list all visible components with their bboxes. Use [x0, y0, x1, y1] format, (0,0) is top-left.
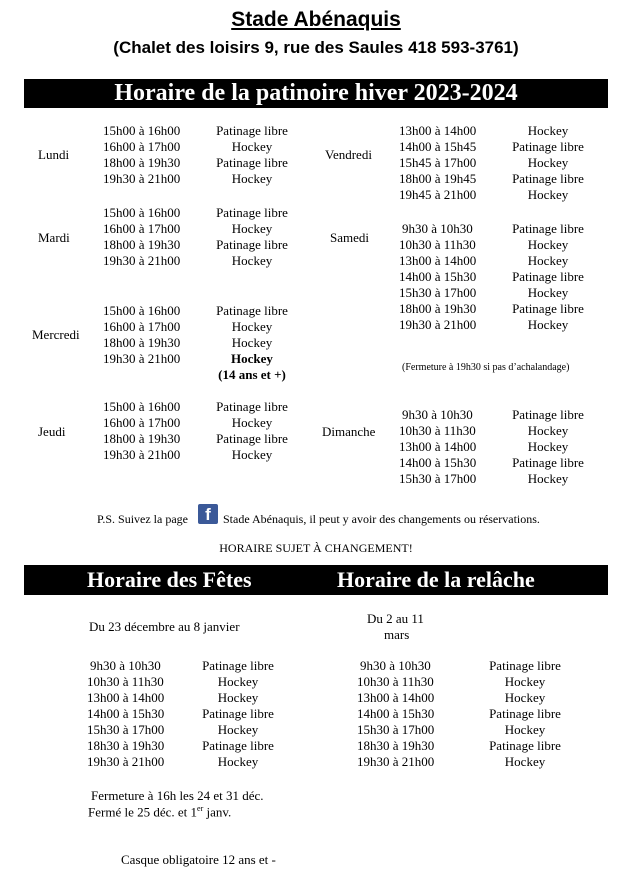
slot-activity: Hockey [504, 722, 546, 737]
slot-activity: Patinage libre [216, 399, 288, 414]
slot-time: 16h00 à 17h00 [103, 319, 181, 334]
ps-text-before: P.S. Suivez la page [97, 512, 188, 526]
slot-time: 13h00 à 14h00 [87, 690, 165, 705]
fetes-closing-note-1: Fermeture à 16h les 24 et 31 déc. [91, 788, 264, 803]
slot-activity: Hockey [231, 415, 273, 430]
slot-time: 18h00 à 19h30 [103, 237, 181, 252]
day-label: Jeudi [38, 424, 66, 439]
day-label: Dimanche [322, 424, 376, 439]
winter-heading: Horaire de la patinoire hiver 2023-2024 [114, 80, 518, 106]
slot-activity: Hockey [217, 754, 259, 769]
slot-activity: Patinage libre [216, 123, 288, 138]
relache-heading: Horaire de la relâche [337, 567, 535, 592]
slot-time: 9h30 à 10h30 [402, 221, 473, 236]
slot-time: 15h00 à 16h00 [103, 399, 181, 414]
slot-time: 9h30 à 10h30 [360, 658, 431, 673]
slot-time: 14h00 à 15h45 [399, 139, 477, 154]
fetes-heading: Horaire des Fêtes [87, 567, 252, 592]
saturday-closing-note: (Fermeture à 19h30 si pas d’achalandage) [402, 362, 570, 373]
slot-time: 18h30 à 19h30 [357, 738, 435, 753]
slot-time: 19h30 à 21h00 [399, 317, 477, 332]
slot-activity: Patinage libre [512, 407, 584, 422]
slot-time: 18h00 à 19h30 [103, 431, 181, 446]
slot-activity: Patinage libre [216, 303, 288, 318]
slot-activity: Hockey [217, 722, 259, 737]
slot-activity: Hockey [527, 471, 569, 486]
slot-time: 10h30 à 11h30 [399, 237, 476, 252]
slot-activity: Hockey [231, 351, 273, 366]
day-label: Mardi [38, 230, 70, 245]
day-label: Mercredi [32, 327, 80, 342]
slot-time: 19h30 à 21h00 [103, 351, 181, 366]
slot-time: 14h00 à 15h30 [399, 455, 477, 470]
slot-time: 14h00 à 15h30 [357, 706, 435, 721]
slot-time: 15h30 à 17h00 [357, 722, 435, 737]
slot-activity: Patinage libre [512, 221, 584, 236]
winter-heading-band [24, 79, 608, 108]
day-label: Samedi [330, 230, 369, 245]
slot-activity: Hockey [231, 335, 273, 350]
helmet-notice: Casque obligatoire 12 ans et - [121, 852, 276, 867]
slot-time: 18h30 à 19h30 [87, 738, 165, 753]
slot-time: 10h30 à 11h30 [357, 674, 434, 689]
slot-activity: Hockey [527, 123, 569, 138]
slot-activity: Hockey [231, 221, 273, 236]
slot-time: 15h30 à 17h00 [399, 285, 477, 300]
slot-activity: Hockey [217, 690, 259, 705]
slot-time: 16h00 à 17h00 [103, 415, 181, 430]
slot-activity: Patinage libre [512, 301, 584, 316]
slot-time: 18h00 à 19h30 [399, 301, 477, 316]
slot-activity: Hockey [231, 319, 273, 334]
holiday-heading-band [24, 565, 608, 595]
fetes-dates: Du 23 décembre au 8 janvier [89, 619, 240, 634]
slot-activity: Hockey [527, 285, 569, 300]
slot-time: 19h30 à 21h00 [357, 754, 435, 769]
slot-time: 16h00 à 17h00 [103, 139, 181, 154]
slot-time: 15h30 à 17h00 [399, 471, 477, 486]
slot-activity: Patinage libre [489, 658, 561, 673]
slot-activity: Hockey [217, 674, 259, 689]
slot-time: 15h30 à 17h00 [87, 722, 165, 737]
relache-dates-line2: mars [384, 627, 410, 642]
day-label: Lundi [38, 147, 70, 162]
slot-time: 14h00 à 15h30 [87, 706, 165, 721]
slot-time: 9h30 à 10h30 [90, 658, 161, 673]
slot-activity: Hockey [527, 423, 569, 438]
slot-activity: Hockey [504, 690, 546, 705]
slot-time: 9h30 à 10h30 [402, 407, 473, 422]
schedule-change-notice: HORAIRE SUJET À CHANGEMENT! [219, 541, 413, 555]
slot-activity: Hockey [504, 754, 546, 769]
ps-text-after: Stade Abénaquis, il peut y avoir des changements ou réservations. [223, 512, 540, 526]
slot-time: 19h30 à 21h00 [103, 447, 181, 462]
page-title: Stade Abénaquis [231, 8, 401, 31]
slot-time: 18h00 à 19h45 [399, 171, 477, 186]
slot-time: 10h30 à 11h30 [399, 423, 476, 438]
closing-note-2-end: janv. [203, 804, 232, 820]
fetes-closing-note-2 [88, 804, 231, 820]
slot-activity: Patinage libre [202, 738, 274, 753]
slot-activity: Hockey [231, 139, 273, 154]
slot-time: 10h30 à 11h30 [87, 674, 164, 689]
day-label: Vendredi [325, 147, 372, 162]
slot-time: 19h45 à 21h00 [399, 187, 477, 202]
slot-time: 15h45 à 17h00 [399, 155, 477, 170]
closing-note-2-superscript: er [197, 804, 204, 813]
slot-activity: Patinage libre [202, 658, 274, 673]
relache-dates-line1: Du 2 au 11 [367, 611, 424, 626]
slot-activity: Patinage libre [216, 237, 288, 252]
slot-activity: Hockey [527, 155, 569, 170]
slot-time: 15h00 à 16h00 [103, 205, 181, 220]
slot-time: 19h30 à 21h00 [103, 253, 181, 268]
facebook-icon: f [198, 504, 218, 524]
slot-activity: Patinage libre [489, 706, 561, 721]
slot-activity: Hockey [231, 253, 273, 268]
closing-note-2-text: Fermé le 25 déc. et 1 [88, 804, 198, 820]
slot-time: 13h00 à 14h00 [399, 123, 477, 138]
slot-time: 13h00 à 14h00 [357, 690, 435, 705]
slot-activity: Patinage libre [489, 738, 561, 753]
slot-time: 15h00 à 16h00 [103, 123, 181, 138]
slot-time: 13h00 à 14h00 [399, 253, 477, 268]
slot-time: 14h00 à 15h30 [399, 269, 477, 284]
slot-time: 19h30 à 21h00 [103, 171, 181, 186]
slot-time: 16h00 à 17h00 [103, 221, 181, 236]
slot-activity: Patinage libre [216, 205, 288, 220]
slot-activity: Hockey [231, 447, 273, 462]
slot-time: 13h00 à 14h00 [399, 439, 477, 454]
slot-activity: Hockey [527, 317, 569, 332]
slot-time: 18h00 à 19h30 [103, 155, 181, 170]
slot-time: 15h00 à 16h00 [103, 303, 181, 318]
age-restriction: (14 ans et +) [218, 367, 286, 382]
page-subtitle: (Chalet des loisirs 9, rue des Saules 418 593-3761) [113, 38, 519, 57]
slot-activity: Hockey [231, 171, 273, 186]
slot-activity: Patinage libre [512, 269, 584, 284]
slot-activity: Patinage libre [216, 431, 288, 446]
slot-activity: Hockey [527, 237, 569, 252]
slot-activity: Patinage libre [512, 139, 584, 154]
slot-activity: Patinage libre [512, 171, 584, 186]
slot-activity: Patinage libre [216, 155, 288, 170]
slot-activity: Patinage libre [512, 455, 584, 470]
slot-activity: Hockey [527, 253, 569, 268]
slot-activity: Patinage libre [202, 706, 274, 721]
slot-activity: Hockey [504, 674, 546, 689]
slot-time: 18h00 à 19h30 [103, 335, 181, 350]
slot-activity: Hockey [527, 439, 569, 454]
slot-time: 19h30 à 21h00 [87, 754, 165, 769]
slot-activity: Hockey [527, 187, 569, 202]
